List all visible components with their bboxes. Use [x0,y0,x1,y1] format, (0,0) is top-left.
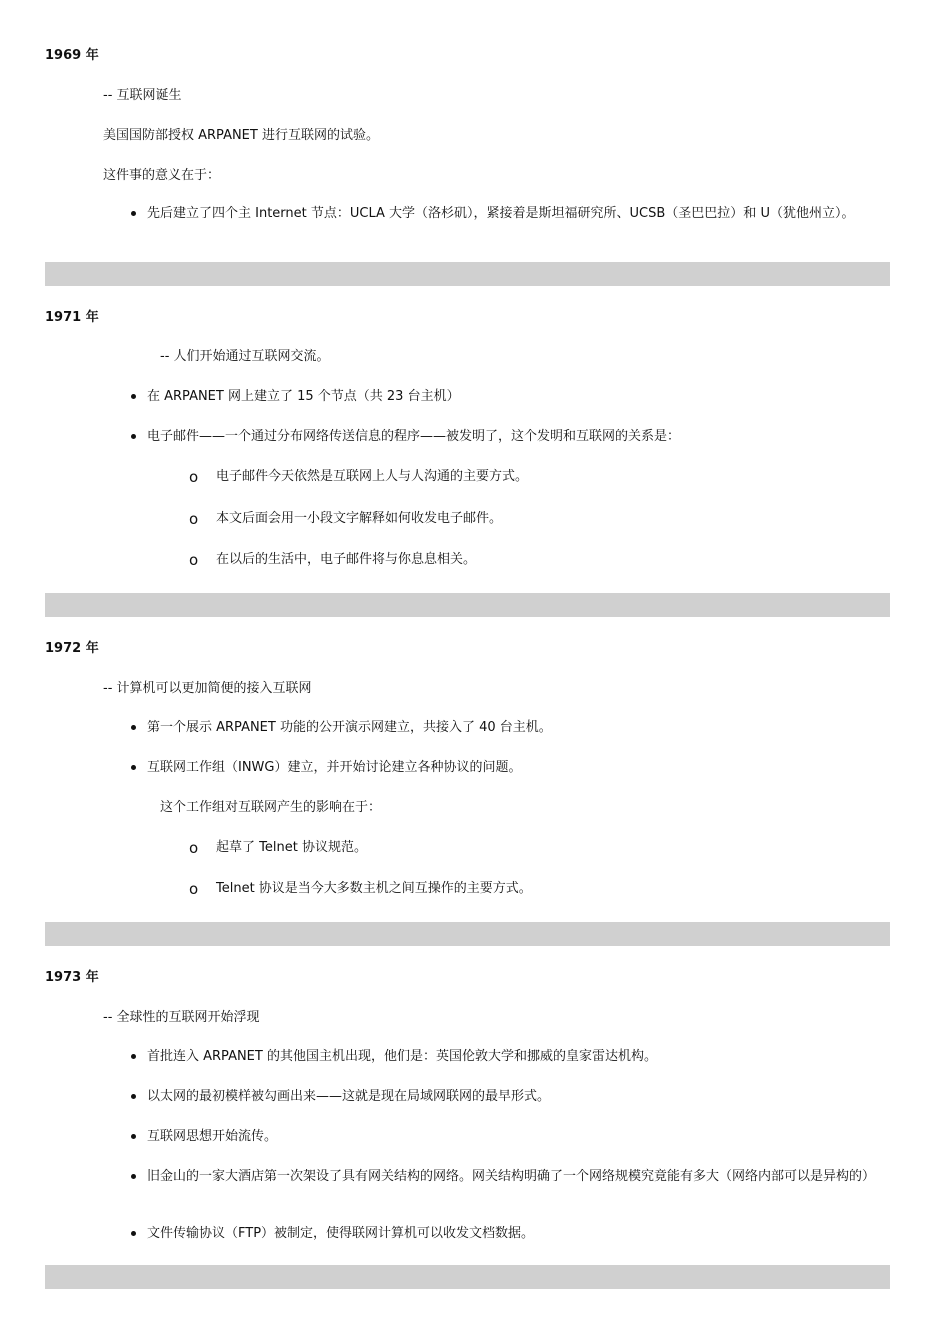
list-item: 互联网工作组（INWG）建立，并开始讨论建立各种协议的问题。 [147,760,522,775]
list-item: 首批连入 ARPANET 的其他国主机出现，他们是：英国伦敦大学和挪威的皇家雷达机构。 [147,1049,657,1064]
bullet-icon [131,1094,136,1099]
section-title-1973: -- 全球性的互联网开始浮现 [103,1010,260,1025]
bullet-icon [131,434,136,439]
sub-bullet-icon: o [189,839,199,857]
bullet-icon [131,725,136,730]
paragraph: 美国国防部授权 ARPANET 进行互联网的试验。 [103,128,379,143]
list-item: 互联网思想开始流传。 [147,1129,278,1144]
year-heading-1973: 1973 年 [45,970,99,985]
list-item: 先后建立了四个主 Internet 节点：UCLA 大学（洛杉矶），紧接着是斯坦福研究所、UCSB（圣巴巴拉）和 U（犹他州立）。 [147,206,855,221]
list-item: 文件传输协议（FTP）被制定，使得联网计算机可以收发文档数据。 [147,1226,535,1241]
sub-list-item: 起草了 Telnet 协议规范。 [216,840,367,855]
sub-bullet-icon: o [189,880,199,898]
list-item: 以太网的最初模样被勾画出来——这就是现在局域网联网的最早形式。 [147,1089,551,1104]
sub-bullet-icon: o [189,551,199,569]
section-title-1972: -- 计算机可以更加简便的接入互联网 [103,681,312,696]
bullet-icon [131,1054,136,1059]
section-divider [45,262,890,286]
paragraph: 这个工作组对互联网产生的影响在于： [160,800,382,815]
section-divider [45,1265,890,1289]
sub-list-item: Telnet 协议是当今大多数主机之间互操作的主要方式。 [216,881,532,896]
year-heading-1972: 1972 年 [45,641,99,656]
list-item: 旧金山的一家大酒店第一次架设了具有网关结构的网络。网关结构明确了一个网络规模究竟能有多大（网络内部可以是异构的） [147,1169,876,1184]
sub-list-item: 电子邮件今天依然是互联网上人与人沟通的主要方式。 [216,469,529,484]
sub-list-item: 在以后的生活中，电子邮件将与你息息相关。 [216,552,477,567]
bullet-icon [131,1134,136,1139]
section-title-1971: -- 人们开始通过互联网交流。 [160,349,330,364]
paragraph: 这件事的意义在于： [103,168,221,183]
bullet-icon [131,394,136,399]
year-heading-1969: 1969 年 [45,48,99,63]
section-divider [45,593,890,617]
list-item: 在 ARPANET 网上建立了 15 个节点（共 23 台主机） [147,389,460,404]
sub-bullet-icon: o [189,468,199,486]
section-divider [45,922,890,946]
section-title-1969: -- 互联网诞生 [103,88,182,103]
sub-list-item: 本文后面会用一小段文字解释如何收发电子邮件。 [216,511,503,526]
bullet-icon [131,1231,136,1236]
bullet-icon [131,765,136,770]
bullet-icon [131,1174,136,1179]
year-heading-1971: 1971 年 [45,310,99,325]
sub-bullet-icon: o [189,510,199,528]
bullet-icon [131,211,136,216]
list-item: 第一个展示 ARPANET 功能的公开演示网建立，共接入了 40 台主机。 [147,720,552,735]
list-item: 电子邮件——一个通过分布网络传送信息的程序——被发明了，这个发明和互联网的关系是： [147,429,681,444]
